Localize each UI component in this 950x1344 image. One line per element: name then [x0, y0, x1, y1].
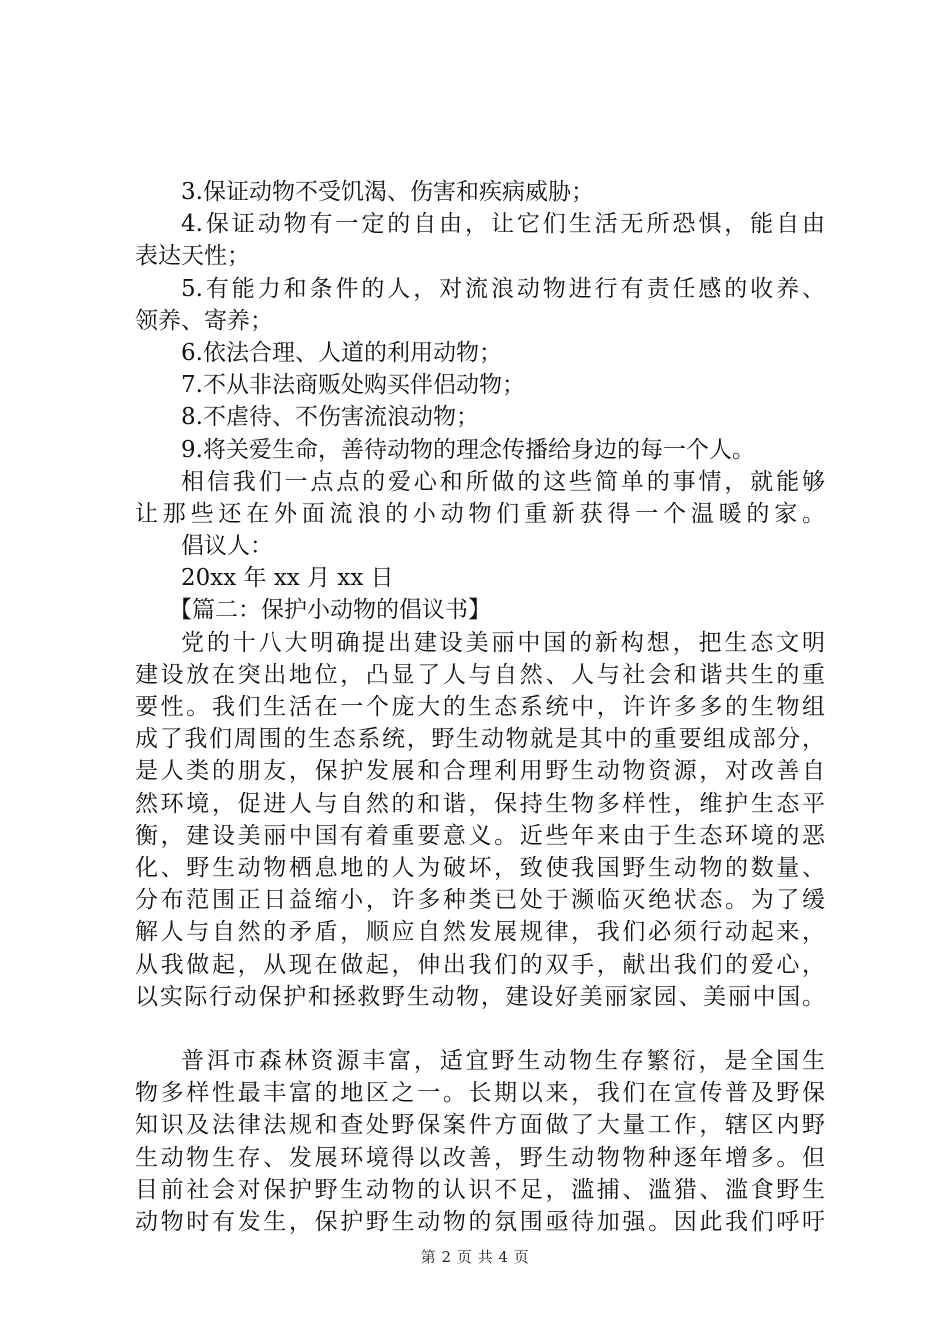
signer-label: 倡议人：: [181, 533, 273, 560]
paragraph-line: 衡，建设美丽中国有着重要意义。近些年来由于生态环境的恶: [135, 822, 825, 849]
list-item-4: 4.保证动物有一定的自由，让它们生活无所恐惧，能自由: [181, 211, 825, 238]
paragraph-1: [135, 627, 825, 1013]
list-item-9: 9.将关爱生命，善待动物的理念传播给身边的每一个人。: [181, 436, 755, 463]
list-item-7: 7.不从非法商贩处购买伴侣动物；: [181, 372, 525, 399]
paragraph-2: [135, 1045, 825, 1238]
list-item-4-continued: 表达天性；: [135, 243, 250, 270]
closing-line-2: 让那些还在外面流浪的小动物们重新获得一个温暖的家。: [135, 500, 825, 527]
paragraph-line: 解人与自然的矛盾，顺应自然发展规律，我们必须行动起来，: [135, 919, 825, 946]
list-item-6: 6.依法合理、人道的利用动物；: [181, 339, 502, 366]
paragraph-line: 知识及法律法规和查处野保案件方面做了大量工作，辖区内野: [135, 1112, 825, 1139]
paragraph-line: 物多样性最丰富的地区之一。长期以来，我们在宣传普及野保: [135, 1080, 825, 1107]
paragraph-line: 普洱市森林资源丰富，适宜野生动物生存繁衍，是全国生: [181, 1048, 825, 1075]
paragraph-line: 是人类的朋友，保护发展和合理利用野生动物资源，对改善自: [135, 758, 825, 785]
document-body: [135, 176, 825, 1238]
list-item-3: 3.保证动物不受饥渴、伤害和疾病威胁；: [181, 179, 594, 205]
paragraph-line: 要性。我们生活在一个庞大的生态系统中，许许多多的生物组: [135, 694, 825, 720]
paragraph-line: 化、野生动物栖息地的人为破坏，致使我国野生动物的数量、: [135, 854, 825, 881]
list-item-5-continued: 领养、寄养；: [135, 307, 273, 334]
paragraph-line: 从我做起，从现在做起，伸出我们的双手，献出我们的爱心，: [135, 951, 825, 978]
paragraph-line: 分布范围正日益缩小，许多种类已处于濒临灭绝状态。为了缓: [135, 887, 825, 914]
paragraph-line: 党的十八大明确提出建设美丽中国的新构想，把生态文明: [181, 629, 825, 656]
closing-line-1: 相信我们一点点的爱心和所做的这些简单的事情，就能够: [181, 468, 825, 495]
document-date: 20xx 年 xx 月 xx 日: [181, 565, 394, 592]
list-item-8: 8.不虐待、不伤害流浪动物；: [181, 404, 479, 431]
page-footer: [0, 1246, 950, 1267]
paragraph-line: 建设放在突出地位，凸显了人与自然、人与社会和谐共生的重: [135, 661, 825, 688]
paragraph-spacer: [135, 1013, 825, 1045]
paragraph-line: 动物时有发生，保护野生动物的氛围亟待加强。因此我们呼吁: [135, 1209, 825, 1235]
paragraph-line: 目前社会对保护野生动物的认识不足，滥捕、滥猎、滥食野生: [135, 1176, 825, 1203]
paragraph-line: 然环境，促进人与自然的和谐，保持生物多样性，维护生态平: [135, 790, 825, 817]
paragraph-line: 生动物生存、发展环境得以改善，野生动物物种逐年增多。但: [135, 1144, 825, 1171]
paragraph-line: 成了我们周围的生态系统，野生动物就是其中的重要组成部分，: [135, 726, 825, 753]
section-title: 【篇二：保护小动物的倡议书】: [169, 597, 491, 624]
paragraph-line: 以实际行动保护和拯救野生动物，建设好美丽家园、美丽中国。: [135, 983, 825, 1010]
list-item-5: 5.有能力和条件的人，对流浪动物进行有责任感的收养、: [181, 275, 825, 302]
page-indicator: 第 2 页 共 4 页: [420, 1248, 530, 1266]
